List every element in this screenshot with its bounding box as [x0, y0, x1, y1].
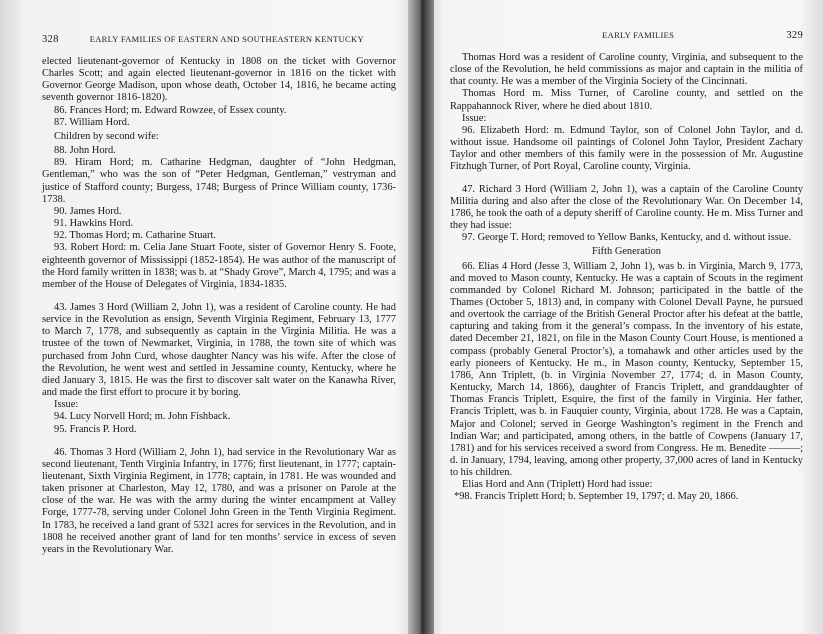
paragraph: Thomas Hord was a resident of Caroline county, Virginia, and subsequent to the close of the Revolution, he held commissions as major and captain in the militia of that county. He was a member of the Virginia Society of the Cincinnati.: [450, 52, 803, 88]
list-item: 91. Hawkins Hord.: [54, 218, 134, 230]
list-item: 86. Frances Hord; m. Edward Rowzee, of Essex county.: [54, 104, 287, 116]
list-item: *98. Francis Triplett Hord; b. September 19, 1797; d. May 20, 1866.: [454, 491, 739, 503]
left-page-text: [42, 56, 396, 556]
section-label: Issue:: [54, 399, 79, 411]
list-item: 96. Elizabeth Hord: m. Edmund Taylor, son of Colonel John Taylor, and d. without issue. Handsome oil paintings of Colonel John Taylor, President Zachary Taylor and other members of this family were in the possession of Mr. Augustine Fitzhugh Turner, of Port Royal, Caroline county, Virginia.: [450, 124, 803, 173]
left-page-header: [42, 34, 396, 45]
right-page: [432, 0, 823, 634]
list-item: 88. John Hord.: [54, 145, 116, 157]
left-page-number: 328: [42, 34, 59, 45]
section-label: Children by second wife:: [54, 130, 159, 142]
list-item: 97. George T. Hord; removed to Yellow Banks, Kentucky, and d. without issue.: [462, 232, 792, 244]
list-item: 93. Robert Hord: m. Celia Jane Stuart Foote, sister of Governor Henry S. Foote, eighteenth governor of Mississippi (1852-1854). He was author of the manuscript of the Hord family written in 1838; was b. at “Shady Grove”, March 4, 1795; and was a member of the House of Delegates of Virginia, 1834-1835.: [42, 242, 396, 290]
list-item: 89. Hiram Hord; m. Catharine Hedgman, daughter of “John Hedgman, Gentleman,” who was the son of “Peter Hedgman, Gentleman,” vestryman and justice of Stafford county; Burgess, 1748; Burgess of Prince William county, 1736-1738.: [42, 157, 396, 205]
entry-paragraph: 47. Richard 3 Hord (William 2, John 1), was a captain of the Caroline County Militia during and also after the close of the Revolutionary War. On December 14, 1786, he took the oath of a deputy sheriff of Caroline county. He m. Miss Turner and they had issue:: [450, 183, 803, 232]
right-page-number: 329: [786, 30, 803, 41]
right-page-text: [450, 52, 803, 504]
left-running-head: EARLY FAMILIES OF EASTERN AND SOUTHEASTERN KENTUCKY: [89, 34, 364, 44]
paragraph: elected lieutenant-governor of Kentucky in 1808 on the ticket with Governor Charles Scott; and again elected lieutenant-governor in 1816 on the ticket with Governor George Madison, upon whose death, October 14, 1816, he became acting seventh governor 1816-1820).: [42, 56, 396, 104]
list-item: 94. Lucy Norvell Hord; m. John Fishback.: [54, 411, 231, 423]
book-gutter: [408, 0, 434, 634]
list-item: 92. Thomas Hord; m. Catharine Stuart.: [54, 230, 216, 242]
list-item: 95. Francis P. Hord.: [54, 423, 137, 435]
list-item: 90. James Hord.: [54, 205, 122, 217]
entry-paragraph: 43. James 3 Hord (William 2, John 1), was a resident of Caroline county. He had service in the Revolution as ensign, Seventh Virginia Regiment, February 13, 1777 to March 7, 1778, and subsequently as captain in the Virginia Militia. He was a trustee of the town of Newmarket, Virginia, in 1788, the town site of which was purchased from John Curd, whose daughter Nancy was his wife. After the close of the Revolution, he went west and settled in Jessamine county, Kentucky, where he died January 3, 1815. He was the first to discover salt water on the Kanawha River, and made the first effort to procure it by boring.: [42, 301, 396, 399]
entry-paragraph: 46. Thomas 3 Hord (William 2, John 1), had service in the Revolutionary War as second lieutenant, Tenth Virginia Infantry, in 1776; first lieutenant, in 1777; captain-lieutenant, Sixth Virginia Regiment, in 1778; captain, in 1781. He was wounded and taken prisoner at Charleston, May 12, 1780, and was a prisoner on Parole at the close of the war. He was with the army during the winter encampment at Valley Forge, 1777-78, serving under Colonel John Green in the Tenth Virginia Regiment. In 1783, he received a land grant of 5321 acres for services in the Revolution, and in 1808 he received another grant of land for ten months’ service in excess of seven years in the Revolutionary War.: [42, 446, 396, 555]
list-item: 87. William Hord.: [54, 116, 130, 128]
entry-paragraph: 66. Elias 4 Hord (Jesse 3, William 2, John 1), was b. in Virginia, March 9, 1773, and moved to Mason county, Kentucky. He was a captain of Scouts in the regiment commanded by Colonel Richard M. Johnson; participated in the battle of the Thames (October 5, 1813) and, in company with Colonel Devall Payne, he pursued and overtook the carriage of the British General Proctor after his defeat at the battle, capturing and taking from it the general’s compass. In the inventory of his estate, dated December 21, 1821, on file in the Mason County Court House, is mentioned a compass (probably General Proctor’s), a tomahawk and other articles used by the early pioneers of Kentucky. He m., in Mason county, Kentucky, September 15, 1786, Ann Triplett, (b. in Virginia November 27, 1774; d. in Mason County, Kentucky, March 14, 1866), daughter of Francis Triplett, and granddaughter of Thomas Francis Triplett, Esquire, the first of the family in Virginia. Her father, Francis Triplett, was b. in Fauquier county, Virginia, about 1728. He was a Captain, Major and Colonel; served in George Washington’s regiment in the French and Indian War; and participated, among others, in the battle of Cowpens (January 17, 1781) and for his services received a sword from Congress. He m. Benedite ———; d. in January, 1794, leaving, among other property, 37,000 acres of land in Kentucky to his children.: [450, 260, 803, 479]
section-label: Issue:: [462, 112, 487, 124]
section-heading: Fifth Generation: [592, 246, 661, 258]
paragraph: Elias Hord and Ann (Triplett) Hord had issue:: [462, 479, 653, 491]
paragraph: Thomas Hord m. Miss Turner, of Caroline county, and settled on the Rappahannock River, where he died about 1810.: [450, 88, 803, 112]
right-page-header: [450, 30, 803, 41]
right-running-head: EARLY FAMILIES: [602, 30, 675, 40]
